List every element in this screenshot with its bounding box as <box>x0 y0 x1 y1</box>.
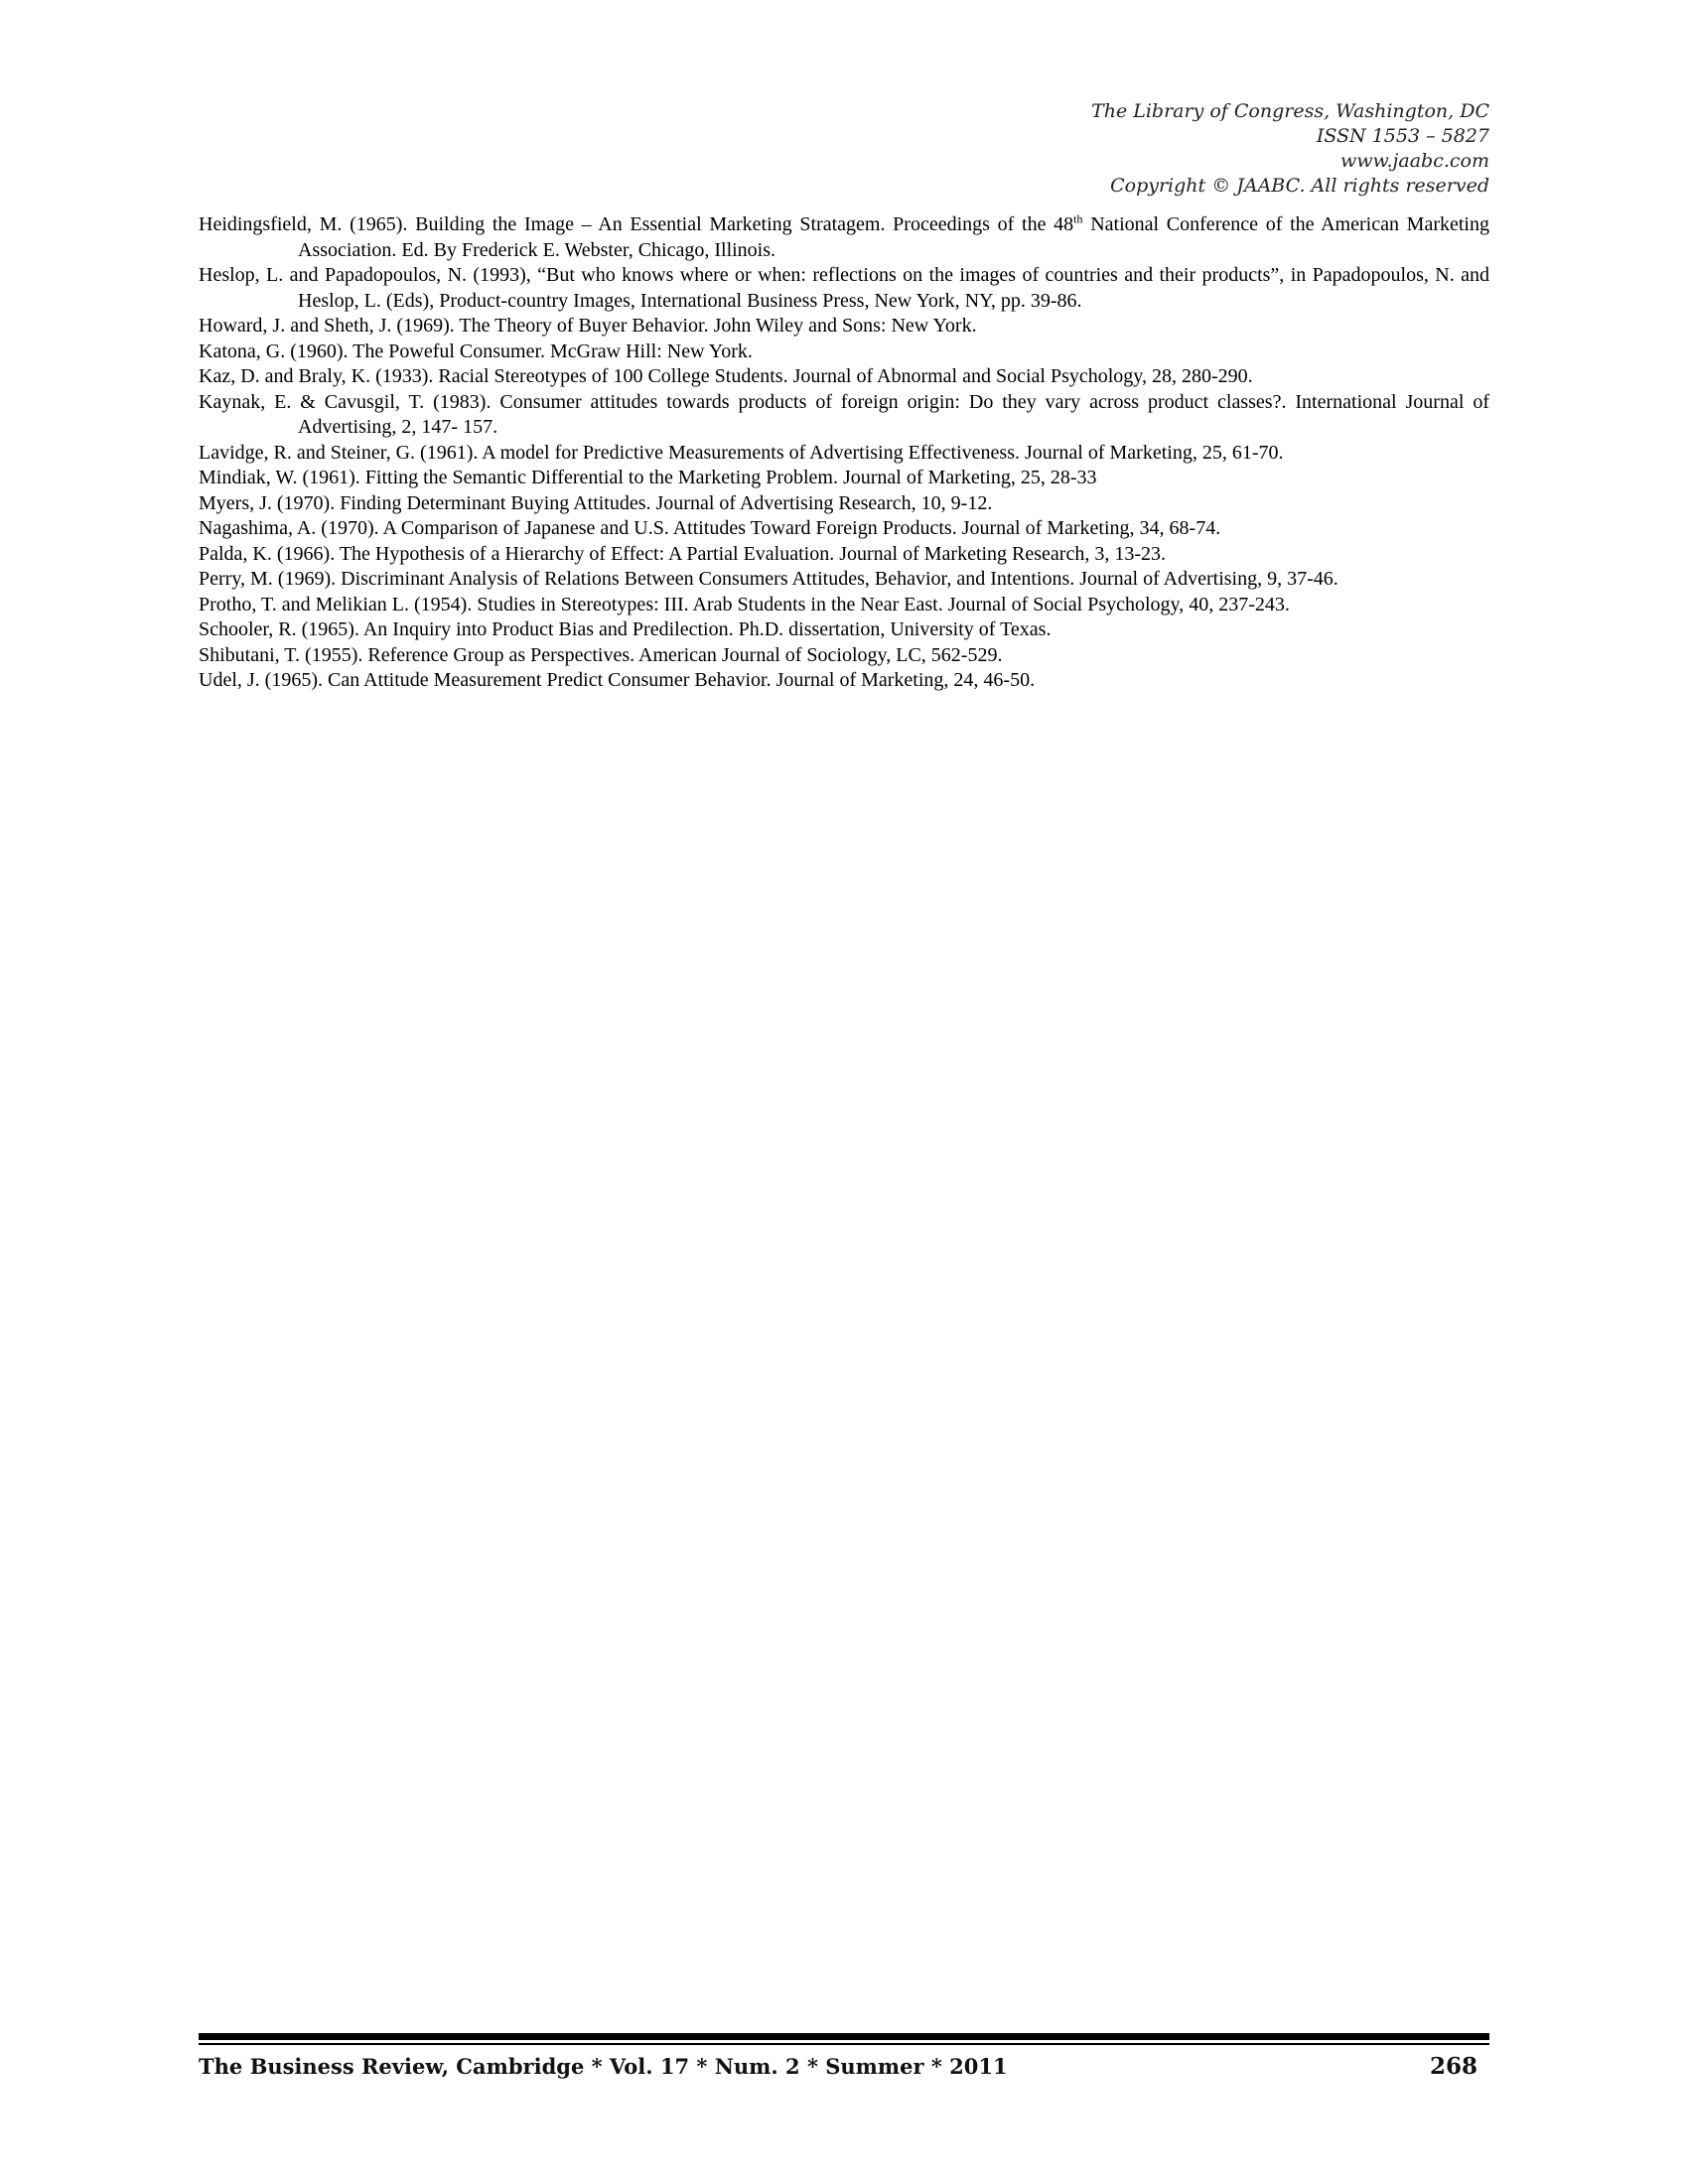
reference-text: Howard, J. and Sheth, J. (1969). The Theory of Buyer Behavior. John Wiley and Sons: New York. <box>199 315 977 337</box>
reference-entry <box>199 643 1489 669</box>
reference-entry <box>199 491 1489 517</box>
reference-text: Shibutani, T. (1955). Reference Group as Perspectives. American Journal of Sociology, LC, 562-529. <box>199 643 1003 666</box>
header-issn-line: ISSN 1553 – 5827 <box>1316 125 1489 147</box>
reference-text: Udel, J. (1965). Can Attitude Measurement Predict Consumer Behavior. Journal of Marketing, 24, 46-50. <box>199 669 1036 691</box>
reference-entry <box>199 567 1489 593</box>
reference-entry <box>199 340 1489 365</box>
reference-entry <box>199 542 1489 568</box>
footer-rule-thin <box>199 2043 1489 2045</box>
reference-text: Heslop, L. and Papadopoulos, N. (1993), “But who knows where or when: reflections on the images of countries and their products”, in Papadopoulos, N. and Heslop, L. (Eds), Product-country Images, International Business Press, New York, NY, pp. 39-86. <box>199 264 1489 312</box>
reference-text: Palda, K. (1966). The Hypothesis of a Hierarchy of Effect: A Partial Evaluation. Journal of Marketing Research, 3, 13-23. <box>199 542 1167 565</box>
reference-text: Schooler, R. (1965). An Inquiry into Product Bias and Predilection. Ph.D. dissertation, University of Texas. <box>199 618 1052 640</box>
reference-text: Myers, J. (1970). Finding Determinant Buying Attitudes. Journal of Advertising Research, 10, 9-12. <box>199 491 993 514</box>
header-library-line: The Library of Congress, Washington, DC <box>1091 100 1489 122</box>
reference-superscript: th <box>1073 211 1083 226</box>
reference-entry <box>199 466 1489 491</box>
reference-entry <box>199 617 1489 643</box>
reference-text: Kaynak, E. & Cavusgil, T. (1983). Consumer attitudes towards products of foreign origin: Do they vary across product classes?. International Journal of Advertising, 2, 147- 157. <box>199 390 1489 438</box>
reference-entry <box>199 441 1489 467</box>
reference-text: Perry, M. (1969). Discriminant Analysis of Relations Between Consumers Attitudes, Behavior, and Intentions. Journal of Advertising, 9, 37-46. <box>199 568 1338 590</box>
page-footer <box>199 2033 1489 2080</box>
running-header <box>794 99 1489 199</box>
reference-entry <box>199 212 1489 263</box>
footer-row <box>199 2053 1489 2080</box>
reference-text: Heidingsfield, M. (1965). Building the Image – An Essential Marketing Stratagem. Proceedings of the 48 <box>199 213 1074 235</box>
reference-text: Nagashima, A. (1970). A Comparison of Japanese and U.S. Attitudes Toward Foreign Products. Journal of Marketing, 34, 68-74. <box>199 517 1221 539</box>
reference-entry <box>199 314 1489 340</box>
header-copyright-line: Copyright © JAABC. All rights reserved <box>1110 175 1489 197</box>
reference-entry <box>199 364 1489 390</box>
header-website-line: www.jaabc.com <box>1339 150 1489 172</box>
reference-text: National Conference of the American Marketing Association. Ed. By Frederick E. Webster, Chicago, Illinois. <box>298 213 1489 261</box>
reference-entry <box>199 390 1489 441</box>
page-number: 268 <box>1429 2053 1477 2080</box>
reference-text: Lavidge, R. and Steiner, G. (1961). A model for Predictive Measurements of Advertising Effectiveness. Journal of Marketing, 25, 61-70. <box>199 441 1284 464</box>
footer-journal-citation: The Business Review, Cambridge * Vol. 17 * Num. 2 * Summer * 2011 <box>199 2054 1008 2079</box>
reference-entry <box>199 263 1489 314</box>
reference-text: Katona, G. (1960). The Poweful Consumer. McGraw Hill: New York. <box>199 340 753 362</box>
reference-list <box>199 212 1489 694</box>
reference-text: Kaz, D. and Braly, K. (1933). Racial Stereotypes of 100 College Students. Journal of Abnormal and Social Psychology, 28, 280-290. <box>199 365 1253 387</box>
reference-entry <box>199 516 1489 542</box>
footer-rule-thick <box>199 2033 1489 2040</box>
reference-text: Protho, T. and Melikian L. (1954). Studies in Stereotypes: III. Arab Students in the Near East. Journal of Social Psychology, 40, 237-243. <box>199 593 1290 615</box>
reference-entry <box>199 593 1489 618</box>
reference-text: Mindiak, W. (1961). Fitting the Semantic Differential to the Marketing Problem. Journal of Marketing, 25, 28-33 <box>199 467 1097 488</box>
reference-entry <box>199 668 1489 694</box>
